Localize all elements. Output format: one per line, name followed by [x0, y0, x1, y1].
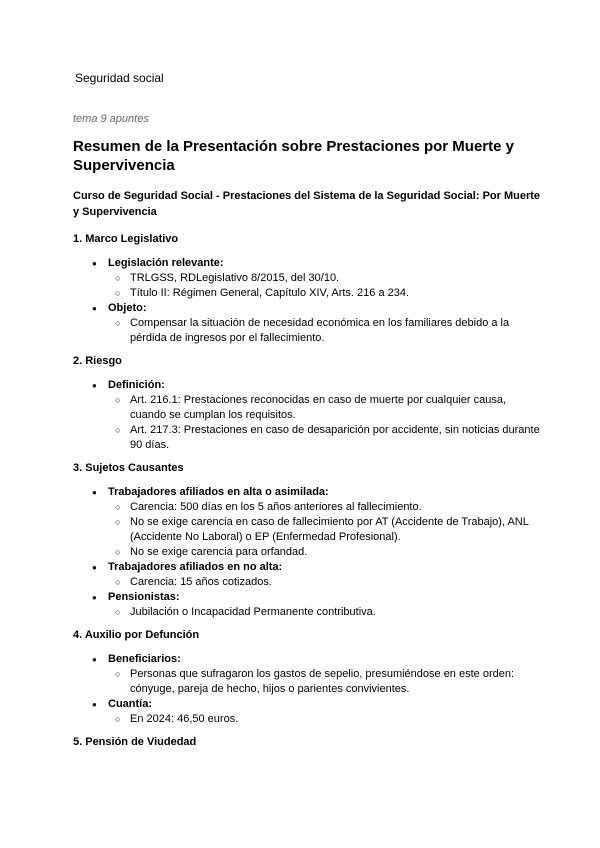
section-heading: 2. Riesgo — [73, 355, 122, 367]
sub-list-item: ○ Jubilación o Incapacidad Permanente contributiva. — [116, 605, 543, 620]
sub-list-item: ○ Carencia: 15 años cotizados. — [116, 575, 543, 590]
bullet-list — [73, 378, 543, 453]
list-item-label: Pensionistas: — [108, 591, 180, 603]
document-subtitle: tema 9 apuntes — [73, 113, 149, 125]
sections-container — [73, 232, 543, 749]
list-item — [94, 652, 543, 667]
sub-list-item: ○ Personas que sufragaron los gastos de sepelio, presumiéndose en este orden: cónyuge, pareja de hecho, hijos o parientes convivientes. — [116, 667, 543, 697]
course-title: Curso de Seguridad Social - Prestaciones del Sistema de la Seguridad Social: Por Muerte y Supervivencia — [73, 190, 541, 218]
page-header-label: Seguridad social — [75, 71, 164, 85]
section-heading: 5. Pensión de Viudedad — [73, 736, 197, 748]
sub-list-item: ○ Compensar la situación de necesidad económica en los familiares debido a la pérdida de ingresos por el fallecimiento. — [116, 316, 543, 346]
sub-list-item: ○ En 2024: 46,50 euros. — [116, 712, 543, 727]
bullet-list — [73, 485, 543, 620]
list-item — [94, 590, 543, 605]
list-item — [94, 485, 543, 500]
section — [73, 735, 543, 749]
sub-list-item: ○ No se exige carencia para orfandad. — [116, 545, 543, 560]
list-item — [94, 697, 543, 712]
list-item-label: Beneficiarios: — [108, 653, 181, 665]
list-item — [94, 256, 543, 271]
sub-bullet-list — [94, 316, 543, 346]
sub-bullet-list — [94, 393, 543, 453]
list-item-label: Objeto: — [108, 302, 147, 314]
sub-bullet-list — [94, 271, 543, 301]
section-heading: 3. Sujetos Causantes — [73, 462, 184, 474]
sub-bullet-list — [94, 712, 543, 727]
sub-bullet-list — [94, 575, 543, 590]
list-item-label: Trabajadores afiliados en alta o asimilada: — [108, 486, 329, 498]
sub-list-item: ○ Carencia: 500 días en los 5 años anteriores al fallecimiento. — [116, 500, 543, 515]
section — [73, 628, 543, 727]
list-item-label: Cuantía: — [108, 698, 152, 710]
sub-list-item: ○ Art. 217.3: Prestaciones en caso de desaparición por accidente, sin noticias durante 90 días. — [116, 423, 543, 453]
sub-bullet-list — [94, 667, 543, 697]
document-title: Resumen de la Presentación sobre Prestaciones por Muerte y Supervivencia — [73, 138, 514, 174]
sub-list-item: ○ No se exige carencia en caso de fallecimiento por AT (Accidente de Trabajo), ANL (Accidente No Laboral) o EP (Enfermedad Profesional). — [116, 515, 543, 545]
sub-list-item: ○ Título II: Régimen General, Capítulo XIV, Arts. 216 a 234. — [116, 286, 543, 301]
sub-bullet-list — [94, 605, 543, 620]
bullet-list — [73, 652, 543, 727]
section — [73, 354, 543, 453]
list-item — [94, 560, 543, 575]
sub-list-item: ○ Art. 216.1: Prestaciones reconocidas en caso de muerte por cualquier causa, cuando se cumplan los requisitos. — [116, 393, 543, 423]
list-item-label: Legislación relevante: — [108, 257, 224, 269]
sub-list-item: ○ TRLGSS, RDLegislativo 8/2015, del 30/10. — [116, 271, 543, 286]
list-item — [94, 378, 543, 393]
list-item-label: Trabajadores afiliados en no alta: — [108, 561, 283, 573]
list-item — [94, 301, 543, 316]
section — [73, 461, 543, 620]
bullet-list — [73, 256, 543, 346]
section-heading: 1. Marco Legislativo — [73, 233, 179, 245]
sub-bullet-list — [94, 500, 543, 560]
list-item-label: Definición: — [108, 379, 165, 391]
section — [73, 232, 543, 346]
document-content — [73, 113, 543, 759]
section-heading: 4. Auxilio por Defunción — [73, 629, 200, 641]
